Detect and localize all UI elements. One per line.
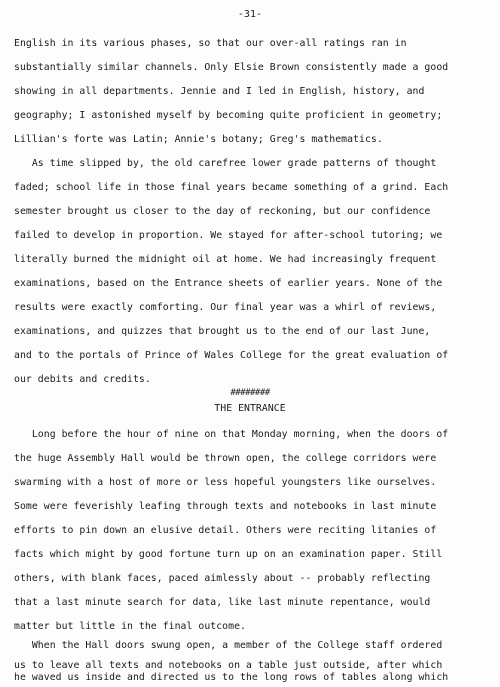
text-line: matter but little in the final outcome.: [14, 621, 246, 632]
text-line: As time slipped by, the old carefree lower grade patterns of thought: [14, 158, 437, 169]
text-line: faded; school life in those final years became something of a grind. Each: [14, 182, 449, 193]
text-line: Long before the hour of nine on that Monday morning, when the doors of: [14, 429, 449, 440]
text-line: that a last minute search for data, like last minute repentance, would: [14, 597, 431, 608]
text-line: us to leave all texts and notebooks on a table just outside, after which: [14, 660, 443, 671]
text-line: semester brought us closer to the day of reckoning, but our confidence: [14, 206, 431, 217]
section-heading: THE ENTRANCE: [214, 403, 286, 414]
text-line: Some were feverishly leafing through texts and notebooks in last minute: [14, 501, 437, 512]
section-separator: ########: [230, 388, 270, 398]
text-line: When the Hall doors swung open, a member of the College staff ordered: [14, 640, 443, 651]
text-line: English in its various phases, so that our over-all ratings ran in: [14, 38, 407, 49]
text-line: Lillian's forte was Latin; Annie's botany; Greg's mathematics.: [14, 134, 383, 145]
text-line: failed to develop in proportion. We stayed for after-school tutoring; we: [14, 230, 443, 241]
text-line: literally burned the midnight oil at home. We had increasingly frequent: [14, 254, 437, 265]
text-line: and to the portals of Prince of Wales College for the great evaluation of: [14, 350, 449, 361]
text-line: results were exactly comforting. Our final year was a whirl of reviews,: [14, 302, 437, 313]
text-line: our debits and credits.: [14, 374, 151, 385]
text-line: others, with blank faces, paced aimlessly about -- probably reflecting: [14, 573, 431, 584]
text-line: he waved us inside and directed us to the long rows of tables along which: [14, 672, 449, 683]
text-line: efforts to pin down an elusive detail. Others were reciting litanies of: [14, 525, 437, 536]
text-line: geography; I astonished myself by becoming quite proficient in geometry;: [14, 110, 443, 121]
text-line: showing in all departments. Jennie and I led in English, history, and: [14, 86, 425, 97]
text-line: examinations, and quizzes that brought us to the end of our last June,: [14, 326, 431, 337]
page-number: -31-: [237, 9, 263, 20]
text-line: examinations, based on the Entrance sheets of earlier years. None of the: [14, 278, 443, 289]
text-line: swarming with a host of more or less hopeful youngsters like ourselves.: [14, 477, 437, 488]
text-line: substantially similar channels. Only Elsie Brown consistently made a good: [14, 62, 449, 73]
text-line: the huge Assembly Hall would be thrown open, the college corridors were: [14, 453, 437, 464]
text-line: facts which might by good fortune turn up on an examination paper. Still: [14, 549, 443, 560]
